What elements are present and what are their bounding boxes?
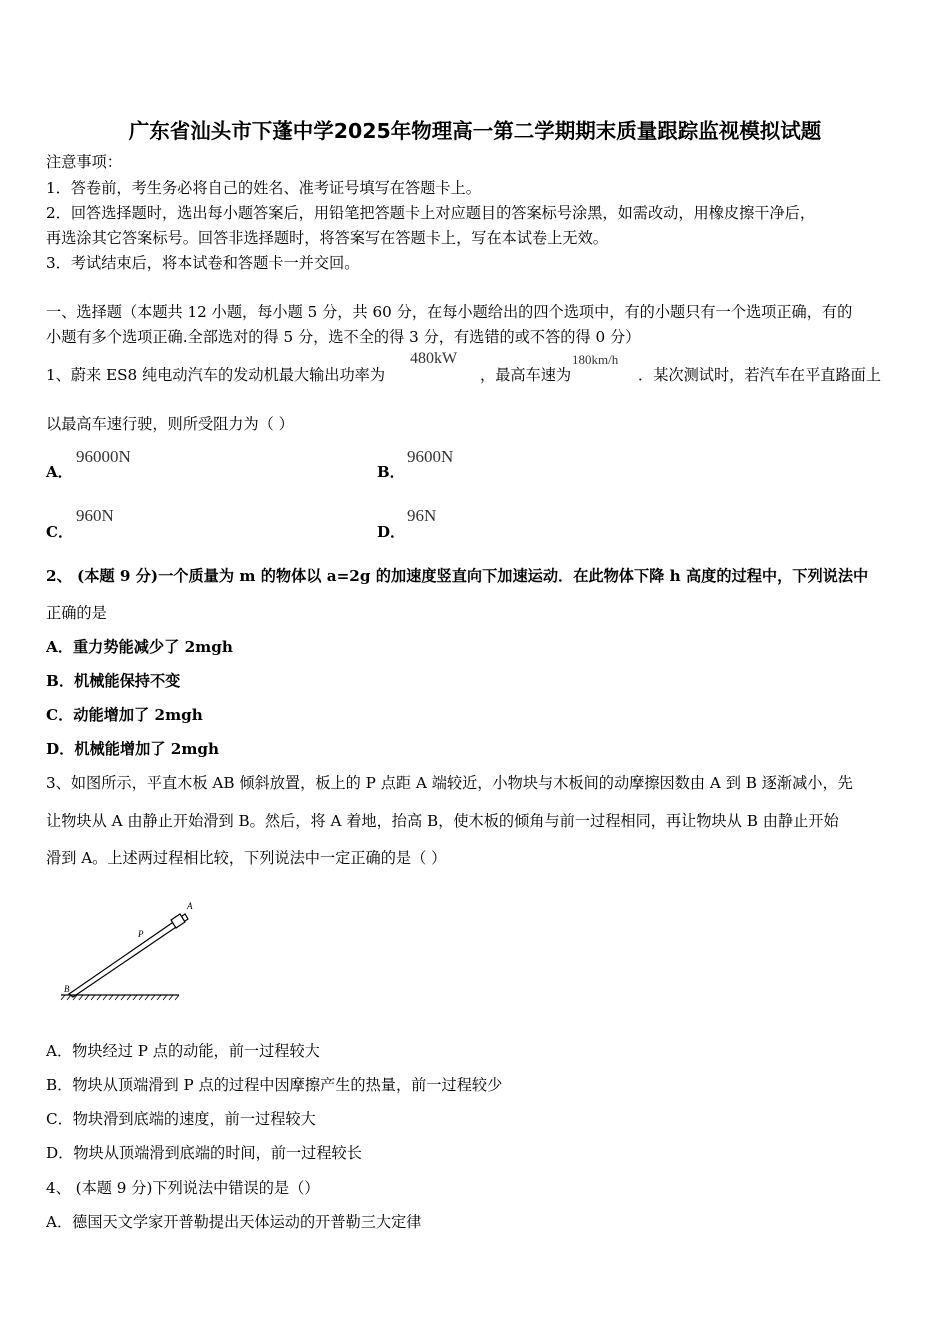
page-title: 广东省汕头市下蓬中学2025年物理高一第二学期期末质量跟踪监视模拟试题 [128, 119, 822, 143]
q1-stem-part2: ，最高车速为 [480, 366, 572, 384]
q1-stem-line2: 以最高车速行驶，则所受阻力为（ ） [46, 415, 294, 433]
q3-option: A．物块经过 P 点的动能，前一过程较大 [46, 1042, 320, 1060]
section-header-line: 一、选择题（本题共 12 小题，每小题 5 分，共 60 分，在每小题给出的四个选项中，有的小题只有一个选项正确，有的 [46, 303, 853, 321]
q1-power-value: 480kW [410, 350, 458, 367]
q3-stem-line1: 3、如图所示，平直木板 AB 倾斜放置，板上的 P 点距 A 端较近，小物块与木板间的动摩擦因数由 A 到 B 逐渐减小，先 [46, 774, 853, 792]
notice-item: 1．答卷前，考生务必将自己的姓名、准考证号填写在答题卡上。 [46, 179, 481, 197]
notice-item: 再选涂其它答案标号。回答非选择题时，将答案写在答题卡上，写在本试卷上无效。 [46, 229, 608, 247]
notice-item: 2．回答选择题时，选出每小题答案后，用铅笔把答题卡上对应题目的答案标号涂黑，如需改动，用橡皮擦干净后， [46, 204, 816, 222]
notice-item: 3．考试结束后，将本试卷和答题卡一并交回。 [46, 254, 360, 272]
q1-option-a-value: 96000N [76, 447, 131, 466]
q4-option: A．德国天文学家开普勒提出天体运动的开普勒三大定律 [46, 1213, 422, 1231]
q3-stem-line3: 滑到 A。上述两过程相比较，下列说法中一定正确的是（ ） [46, 849, 447, 867]
q1-option-c-label: C． [46, 523, 73, 541]
q3-incline-figure [55, 895, 193, 1005]
q2-option: D．机械能增加了 2mgh [46, 740, 220, 758]
q2-stem-line2: 正确的是 [46, 604, 107, 622]
section-header-line: 小题有多个选项正确.全部选对的得 5 分，选不全的得 3 分，有选错的或不答的得 0 分） [46, 328, 641, 346]
q1-stem-part1: 1、蔚来 ES8 纯电动汽车的发动机最大输出功率为 [46, 366, 386, 384]
q1-speed-value: 180km/h [572, 352, 619, 367]
label-p: P [138, 929, 144, 939]
q3-stem-line2: 让物块从 A 由静止开始滑到 B。然后，将 A 着地，抬高 B，使木板的倾角与前一过程相同，再让物块从 B 由静止开始 [46, 812, 839, 830]
q3-option: D．物块从顶端滑到底端的时间，前一过程较长 [46, 1144, 362, 1162]
q1-stem-part3: ．某次测试时，若汽车在平直路面上 [638, 366, 881, 384]
q4-stem-line1: 4、 (本题 9 分)下列说法中错误的是（） [46, 1179, 320, 1197]
q2-option: A．重力势能减少了 2mgh [46, 638, 233, 656]
inclined-board [69, 914, 188, 997]
q2-option: B．机械能保持不变 [46, 672, 181, 690]
label-b: B [64, 984, 70, 994]
q2-stem-line1: 2、 (本题 9 分)一个质量为 m 的物体以 a=2g 的加速度竖直向下加速运动．在此物体下降 h 高度的过程中，下列说法中 [46, 567, 869, 585]
q1-option-d-label: D． [377, 523, 406, 541]
q1-option-a-label: A． [46, 463, 73, 481]
q2-option: C．动能增加了 2mgh [46, 706, 203, 724]
label-a: A [187, 901, 193, 911]
notice-heading: 注意事项： [46, 153, 122, 171]
q1-option-b-label: B． [377, 463, 405, 481]
ground-hatching [61, 995, 179, 1000]
q1-option-c-value: 960N [76, 506, 114, 525]
q1-option-d-value: 96N [407, 506, 437, 525]
q3-option: B．物块从顶端滑到 P 点的过程中因摩擦产生的热量，前一过程较少 [46, 1076, 503, 1094]
q3-option: C．物块滑到底端的速度，前一过程较大 [46, 1110, 316, 1128]
q1-option-b-value: 9600N [407, 447, 454, 466]
